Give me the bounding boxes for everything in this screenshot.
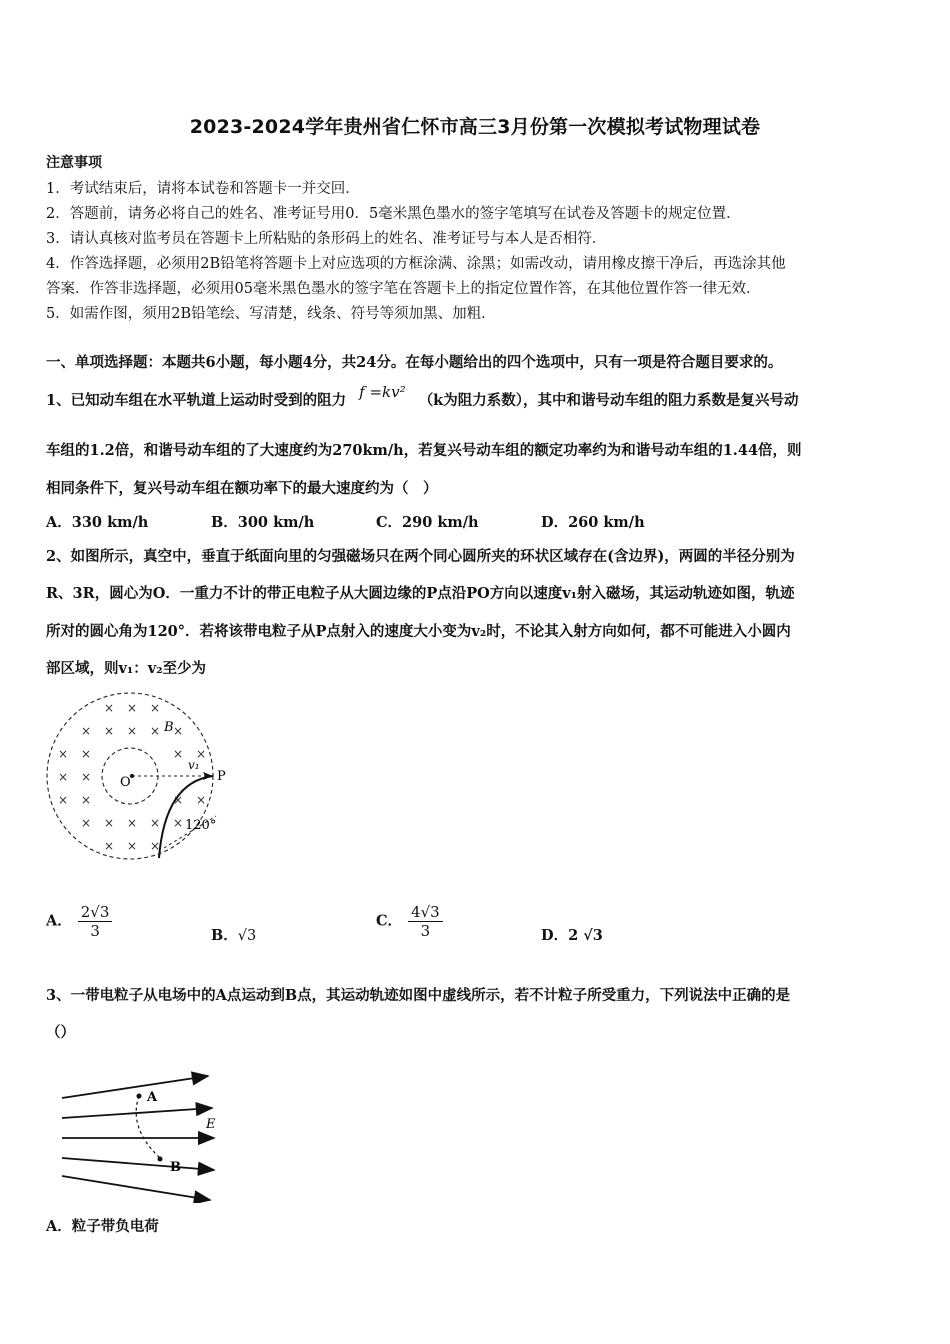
q2-option-a-frac [78, 903, 113, 940]
point-a [137, 1094, 142, 1099]
trajectory-arc [159, 776, 213, 858]
question-2-line-3: 所对的圆心角为120°．若将该带电粒子从P点射入的速度大小变为v₂时，不论其入射方向如何，都不可能进入小圆内 [46, 623, 791, 640]
page-title: 2023-2024学年贵州省仁怀市高三3月份第一次模拟考试物理试卷 [189, 116, 761, 138]
question-1-line-1 [46, 383, 799, 410]
cross-mark: × [81, 724, 92, 738]
cross-mark: × [150, 816, 161, 830]
question-2-line-4: 部区域，则v₁：v₂至少为 [46, 660, 207, 677]
cross-mark: × [150, 701, 161, 715]
notice-item: 5．如需作图，须用2B铅笔绘、写清楚，线条、符号等须加黑、加粗． [46, 306, 496, 322]
particle-trajectory [136, 1096, 160, 1158]
label-e: E [206, 1117, 216, 1132]
cross-mark: × [196, 747, 207, 761]
question-3-line-1: 3、一带电粒子从电场中的A点运动到B点，其运动轨迹如图中虚线所示，若不计粒子所受重力，下列说法中正确的是 [46, 987, 791, 1004]
question-3-line-2: （） [46, 1024, 75, 1041]
q1-option-c: C．290 km/h [376, 514, 479, 531]
q2-option-d-label: D． [541, 927, 569, 944]
cross-mark: × [104, 724, 115, 738]
notice-heading: 注意事项 [46, 155, 102, 171]
cross-mark: × [81, 770, 92, 784]
cross-mark: × [104, 701, 115, 715]
q2-option-d-value: 2 √3 [568, 927, 603, 944]
label-v1: v₁ [188, 758, 200, 772]
q2-option-a-num: 2√3 [78, 903, 113, 922]
label-p: P [217, 769, 226, 784]
label-b: B [170, 1160, 181, 1175]
q2-option-c-label: C． [376, 912, 403, 930]
notice-item: 2．答题前，请务必将自己的姓名、准考证号用0．5毫米黑色墨水的签字笔填写在试卷及答题卡的规定位置． [46, 206, 741, 222]
q2-option-d [541, 924, 603, 945]
q2-option-c [376, 903, 443, 940]
question-2-line-2: R、3R，圆心为O．一重力不计的带正电粒子从大圆边缘的P点沿PO方向以速度v₁射入磁场，其运动轨迹如图，轨迹 [46, 585, 795, 602]
q2-option-b [211, 924, 256, 945]
cross-mark: × [127, 724, 138, 738]
notice-item: 3．请认真核对监考员在答题卡上所粘贴的条形码上的姓名、准考证号与本人是否相符． [46, 231, 607, 247]
question-1-line-2: 车组的1.2倍，和谐号动车组的了大速度约为270km/h，若复兴号动车组的额定功率约为和谐号动车组的1.44倍，则 [46, 442, 802, 459]
field-line [62, 1176, 210, 1200]
q1-formula: f =kv² [359, 383, 406, 401]
cross-mark: × [58, 793, 69, 807]
question-1-line-3: 相同条件下，复兴号动车组在额功率下的最大速度约为（ ） [46, 480, 438, 497]
q1-option-b: B．300 km/h [211, 514, 315, 531]
cross-mark: × [81, 747, 92, 761]
cross-mark: × [58, 747, 69, 761]
cross-mark: × [173, 724, 184, 738]
cross-mark: × [173, 747, 184, 761]
question-2-line-1: 2、如图所示，真空中，垂直于纸面向里的匀强磁场只在两个同心圆所夹的环状区域存在(含边界)，两圆的半径分别为 [46, 548, 795, 565]
label-o: O [120, 775, 131, 790]
label-a: A [147, 1090, 158, 1105]
q2-option-c-num: 4√3 [408, 903, 443, 922]
field-line [62, 1076, 208, 1098]
cross-mark: × [150, 839, 161, 853]
cross-mark: × [127, 839, 138, 853]
q2-option-c-frac [408, 903, 443, 940]
q2-option-a-den: 3 [90, 922, 100, 940]
cross-mark: × [196, 793, 207, 807]
cross-mark: × [127, 701, 138, 715]
cross-mark: × [104, 816, 115, 830]
cross-mark: × [58, 770, 69, 784]
notice-item: 4．作答选择题，必须用2B铅笔将答题卡上对应选项的方框涂满、涂黑；如需改动，请用橡皮擦干净后，再选涂其他 [46, 256, 786, 272]
cross-mark: × [81, 816, 92, 830]
field-line [62, 1158, 214, 1170]
q1-text-b: （k为阻力系数），其中和谐号动车组的阻力系数是复兴号动 [418, 392, 799, 409]
cross-mark: × [127, 816, 138, 830]
notice-item: 1．考试结束后，请将本试卷和答题卡一并交回． [46, 181, 360, 197]
section-heading: 一、单项选择题：本题共6小题，每小题4分，共24分。在每小题给出的四个选项中，只有一项是符合题目要求的。 [46, 354, 783, 371]
q2-option-b-label: B． [211, 927, 238, 944]
q2-option-a [46, 903, 112, 940]
notice-item: 答案．作答非选择题，必须用05毫米黑色墨水的签字笔在答题卡上的指定位置作答，在其他位置作答一律无效． [46, 281, 761, 297]
cross-mark: × [104, 839, 115, 853]
q1-option-a: A．330 km/h [46, 514, 149, 531]
cross-mark: × [173, 793, 184, 807]
label-angle: 120° [185, 818, 217, 833]
cross-mark: × [150, 724, 161, 738]
label-b: B [164, 720, 174, 735]
q1-text-a: 1、已知动车组在水平轨道上运动时受到的阻力 [46, 392, 347, 409]
field-line [62, 1108, 212, 1118]
cross-mark: × [173, 816, 184, 830]
q3-option-a: A．粒子带负电荷 [46, 1218, 159, 1235]
q2-option-b-value: √3 [237, 928, 257, 944]
cross-mark: × [81, 793, 92, 807]
q1-option-d: D．260 km/h [541, 514, 645, 531]
point-b [158, 1157, 163, 1162]
q2-option-a-label: A． [46, 912, 72, 930]
electric-field-figure [48, 1058, 228, 1203]
q2-option-c-den: 3 [420, 922, 431, 940]
magnetic-field-figure [40, 690, 240, 870]
